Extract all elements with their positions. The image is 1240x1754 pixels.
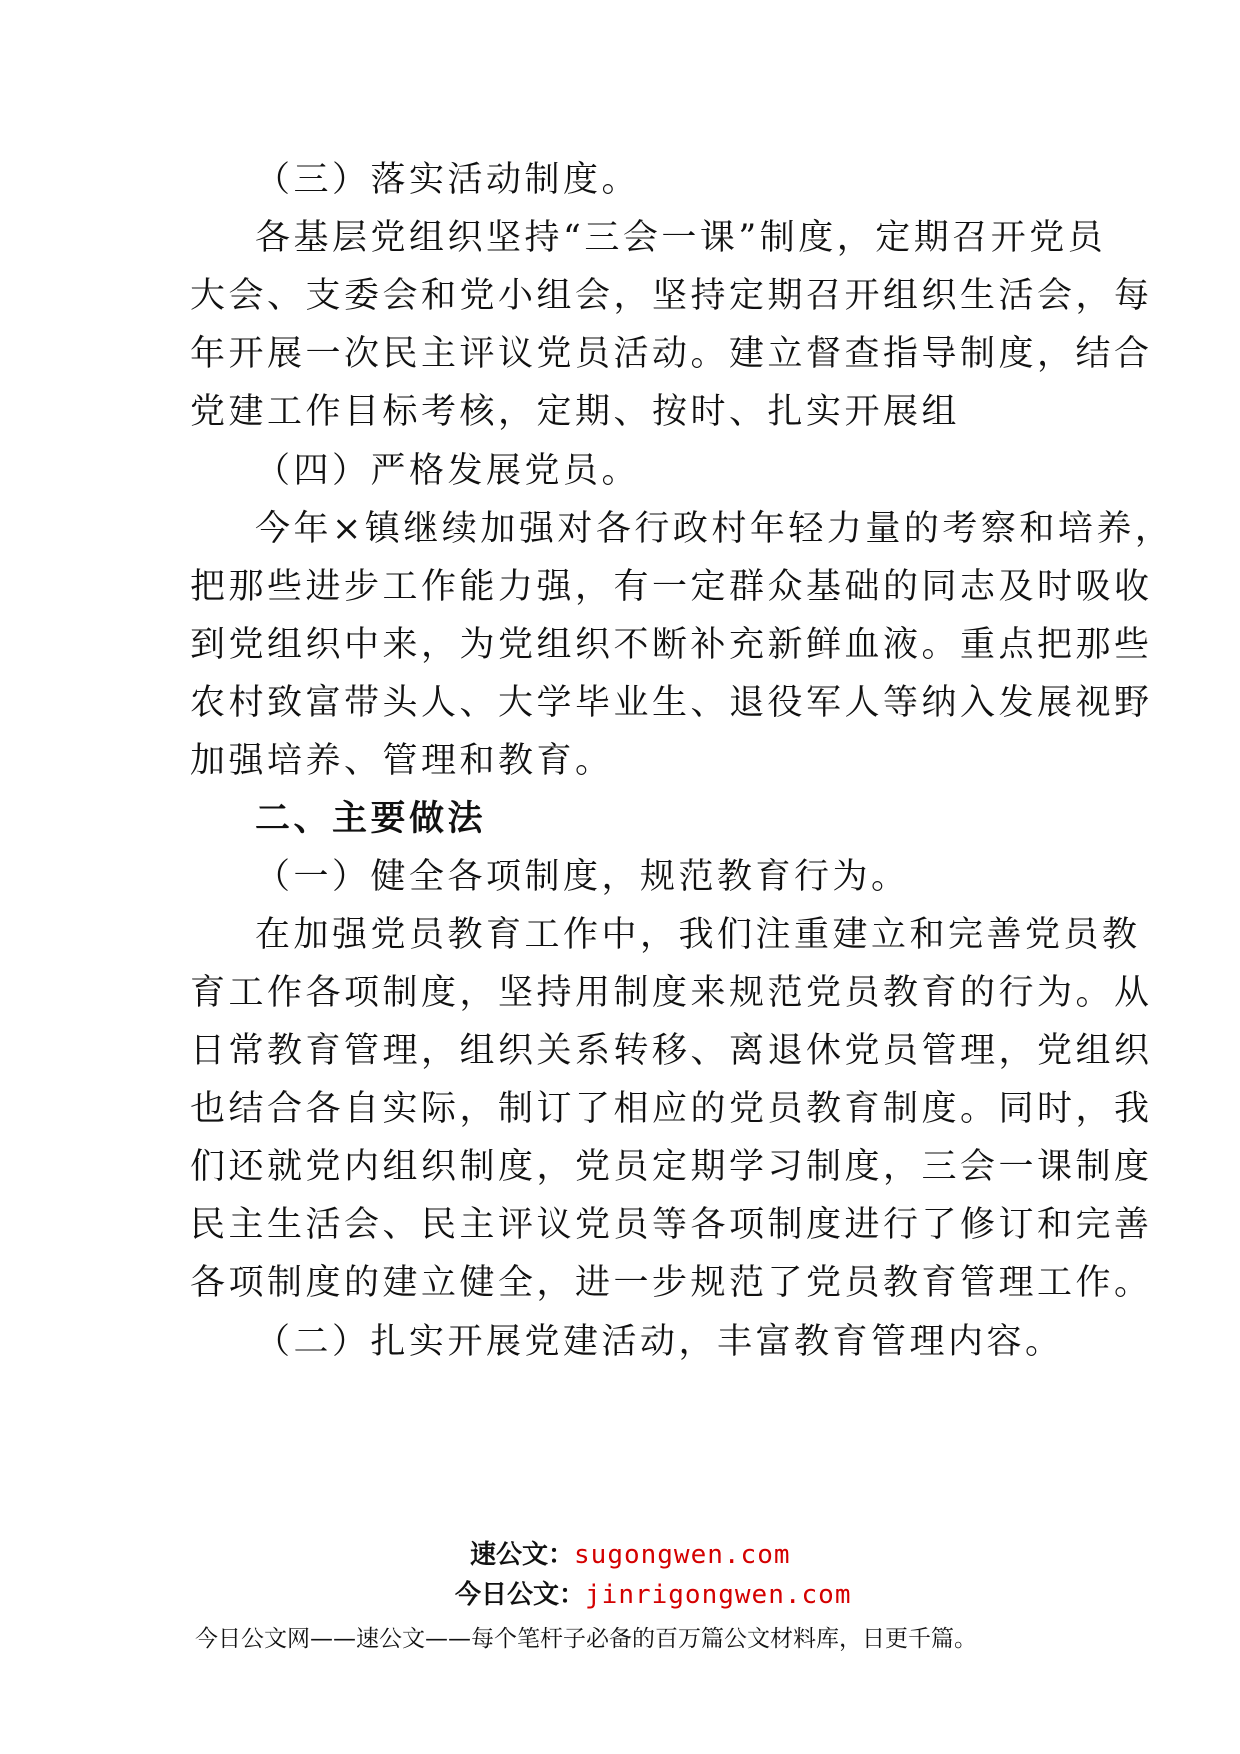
footer-tagline: 今日公文网——速公文——每个笔杆子必备的百万篇公文材料库，日更千篇。 bbox=[195, 1626, 977, 1652]
footer-label: 速公文： bbox=[470, 1540, 575, 1570]
footer-jinrigongwen bbox=[455, 1580, 851, 1610]
jinrigongwen-link[interactable]: jinrigongwen.com bbox=[585, 1580, 852, 1610]
footer-sugongwen bbox=[470, 1540, 791, 1570]
paragraph-line: 今年×镇继续加强对各行政村年轻力量的考察和培养， bbox=[255, 509, 1174, 549]
paragraph-line: 大会、支委会和党小组会，坚持定期召开组织生活会，每 bbox=[190, 276, 1153, 316]
paragraph-line: 加强培养、管理和教育。 bbox=[190, 741, 614, 781]
subsection-heading-2: （二）扎实开展党建活动，丰富教育管理内容。 bbox=[255, 1322, 1064, 1362]
paragraph-line: 们还就党内组织制度，党员定期学习制度，三会一课制度 bbox=[190, 1147, 1153, 1187]
paragraph-line: 把那些进步工作能力强，有一定群众基础的同志及时吸收 bbox=[190, 567, 1153, 607]
footer-label: 今日公文： bbox=[455, 1580, 586, 1610]
paragraph-line: 党建工作目标考核，定期、按时、扎实开展组 bbox=[190, 392, 961, 432]
paragraph-line: 各基层党组织坚持“三会一课”制度，定期召开党员 bbox=[255, 218, 1107, 258]
paragraph-line: 日常教育管理，组织关系转移、离退休党员管理，党组织 bbox=[190, 1031, 1153, 1071]
paragraph-line: 育工作各项制度，坚持用制度来规范党员教育的行为。从 bbox=[190, 973, 1153, 1013]
subsection-heading-4: （四）严格发展党员。 bbox=[255, 451, 641, 491]
paragraph-line: 农村致富带头人、大学毕业生、退役军人等纳入发展视野 bbox=[190, 683, 1153, 723]
paragraph-line: 到党组织中来，为党组织不断补充新鲜血液。重点把那些 bbox=[190, 625, 1153, 665]
sugongwen-link[interactable]: sugongwen.com bbox=[574, 1540, 791, 1570]
subsection-heading-3: （三）落实活动制度。 bbox=[255, 160, 641, 200]
subsection-heading-1: （一）健全各项制度，规范教育行为。 bbox=[255, 857, 910, 897]
paragraph-line: 各项制度的建立健全，进一步规范了党员教育管理工作。 bbox=[190, 1263, 1153, 1303]
paragraph-line: 民主生活会、民主评议党员等各项制度进行了修订和完善 bbox=[190, 1205, 1153, 1245]
paragraph-line: 年开展一次民主评议党员活动。建立督查指导制度，结合 bbox=[190, 334, 1153, 374]
section-heading-2: 二、主要做法 bbox=[255, 799, 487, 839]
paragraph-line: 也结合各自实际，制订了相应的党员教育制度。同时，我 bbox=[190, 1089, 1153, 1129]
paragraph-line: 在加强党员教育工作中，我们注重建立和完善党员教 bbox=[255, 915, 1141, 955]
